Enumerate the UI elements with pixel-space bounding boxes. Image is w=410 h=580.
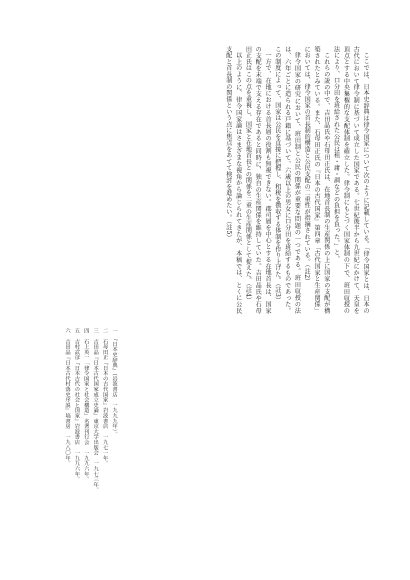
paragraph: 律令国家の研究において、班田制と公民の関係が重要な問題の一つである。班田収授の法は、六年ごとに造られる戸籍に基づいて、六歳以上の男女に口分田を班給するものであった。この制度によって、国家は公民を直接に把握し、租税を徴収する体制を作り上げた。（註3） [273,46,301,314]
footnotes [40,328,118,550]
footnote: 四 石上英一「律令国家と社会構造」名著刊行会 一九九六年。 [82,328,89,482]
footnote: 五 吉村武彦『日本古代の社会と国家』岩波書店 一九九六年。 [73,328,80,482]
footnote: 三 吉田晶『日本古代国家成立史論』東京大学出版会 一九七三年。 [92,328,99,493]
footnote: 六 吉田晶『日本古代村落史序説』塙書房 一九八〇年。 [63,328,70,466]
paragraph: これらの説の中で、吉田晶氏や石母田正氏は、在地首長制の生産関係の上に国家の支配が構築されたとみている。また、石母田正氏の『日本の古代国家』第四章「古代国家と生産関係」においては、律令国家の首長制的構造と公民支配の二重性が指摘されている。（註2） [303,46,330,314]
paragraph: 以上のように、律令国家論はさまざまな視角から論じられてきたが、本稿では、とくに公民支配と首長制の関係という点に焦点をあてて検討を進めたい。（註5） [224,46,242,314]
paragraph: ここでは、日本史辞典は律令国家について次のように記載している。「律令国家とは、日本の古代において律令制に基づいて成立した国家である。七世紀後半から九世紀にかけて、天皇を頂点とする中央集権的な支配体制を確立した。律令制にもとづく国家体制の下で、班田収授の法により、口分田を班給された公民は租・庸・調などの負担を負った。」と。 [332,46,369,314]
footnote: 二 石母田正『日本の古代国家』岩波書店 一九七一年。 [101,328,108,466]
main-text [30,46,370,314]
paragraph: 一方で、在地における首長層の役割も無視できない。郡司層を中心とする在地首長は、国家の支配を末端で支える存在であると同時に、独自の生産関係を維持していた。吉田晶氏や石母田正氏はこの点を重視し、国家と在地首長との関係を二重の生産関係として捉えた。（註4） [244,46,272,314]
footnote: 一 『日本史辞典』（岩波書店 一九九九年）。 [111,328,117,437]
